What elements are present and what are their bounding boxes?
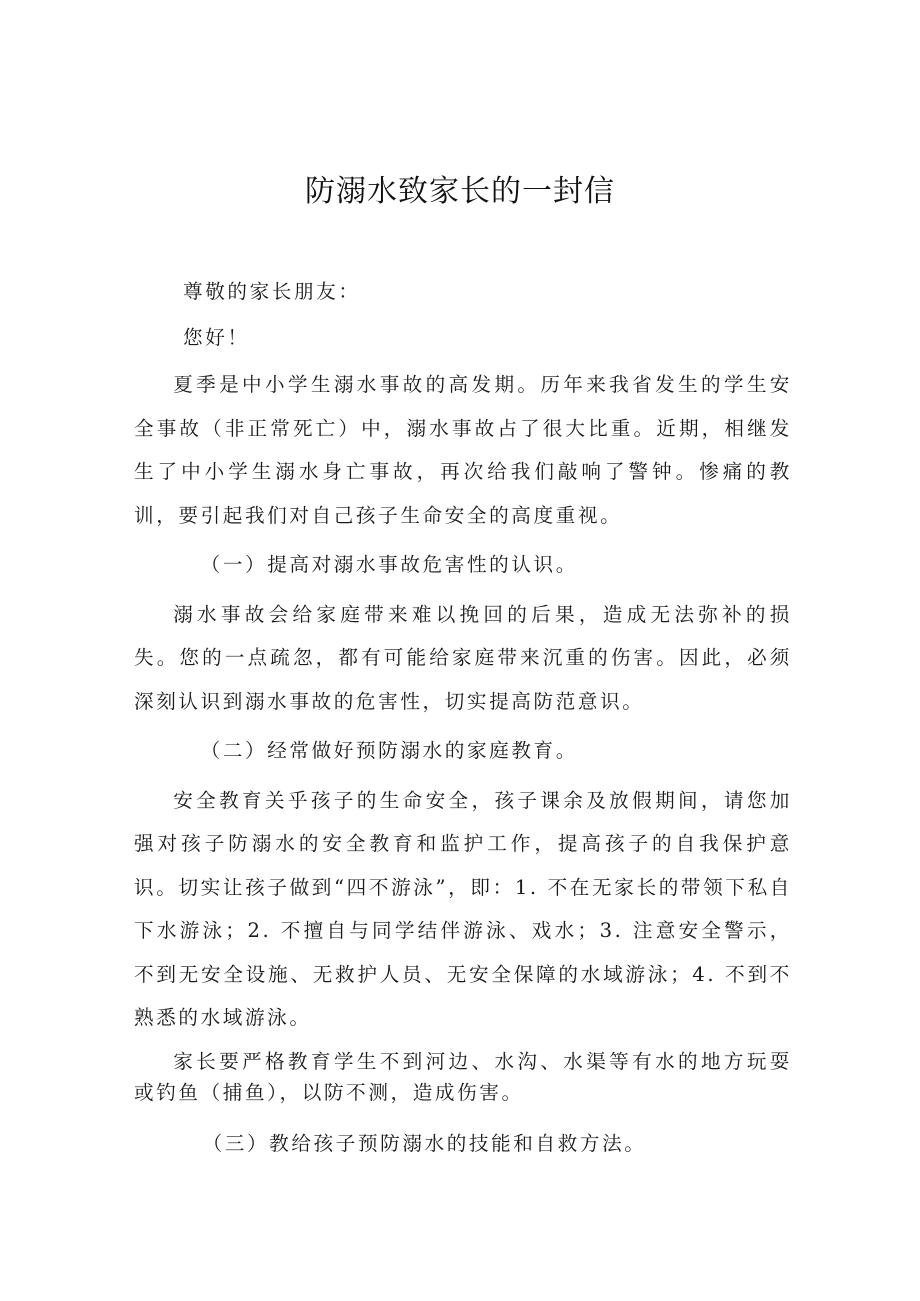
section-1-paragraph: 溺水事故会给家庭带来难以挽回的后果，造成无法弥补的损失。您的一点疏忽，都有可能给家庭带来沉重的伤害。因此，必须深刻认识到溺水事故的危害性，切实提高防范意识。	[134, 602, 792, 713]
section-2-extra-paragraph: 家长要严格教育学生不到河边、水沟、水渠等有水的地方玩耍或钓鱼（捕鱼），以防不测，造成伤害。	[134, 1049, 792, 1104]
salutation: 尊敬的家长朋友：	[183, 280, 361, 303]
section-3-heading: （三）教给孩子预防溺水的技能和自救方法。	[202, 1131, 647, 1155]
intro-paragraph: 夏季是中小学生溺水事故的高发期。历年来我省发生的学生安全事故（非正常死亡）中，溺水事故占了很大比重。近期，相继发生了中小学生溺水身亡事故，再次给我们敲响了警钟。惨痛的教训，要引起我们对自己孩子生命安全的高度重视。	[134, 373, 792, 527]
section-2-paragraph: 安全教育关乎孩子的生命安全，孩子课余及放假期间，请您加强对孩子防溺水的安全教育和监护工作，提高孩子的自我保护意识。切实让孩子做到“四不游泳”，即：1. 不在无家长的带领下私自下水游泳；2. 不擅自与同学结伴游泳、戏水；3. 注意安全警示，不到无安全设施、无救护人员、无安全保障的水域游泳；4. 不到不熟悉的水域游泳。	[134, 788, 792, 1029]
section-1-heading: （一）提高对溺水事故危害性的认识。	[200, 553, 578, 576]
section-2-heading: （二）经常做好预防溺水的家庭教育。	[200, 739, 578, 762]
document-title: 防溺水致家长的一封信	[305, 174, 615, 209]
letter-body	[134, 270, 792, 1165]
greeting: 您好！	[183, 325, 250, 349]
